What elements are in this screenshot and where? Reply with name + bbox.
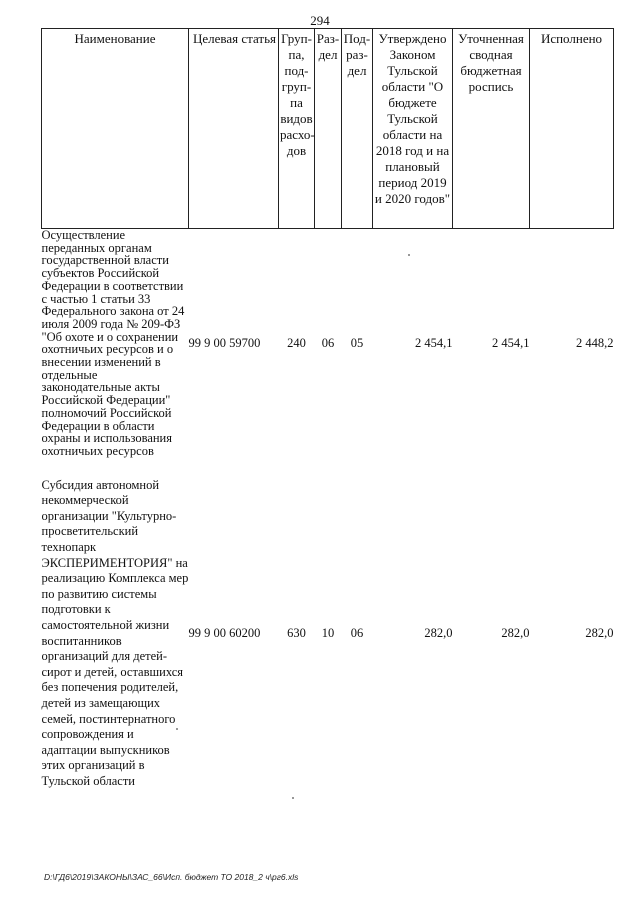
budget-table <box>41 28 614 790</box>
header-subsection: Под-раз-дел <box>342 29 373 229</box>
row-subsection: 05 <box>350 335 364 350</box>
header-approved: Утверждено Законом Тульской области "О бюджете Тульской области на 2018 год и на плановый период 2019 и 2020 годов" <box>373 29 453 229</box>
row-section: 10 <box>321 626 335 641</box>
scan-speck <box>292 797 294 799</box>
row-refined: 2 454,1 <box>492 335 530 350</box>
row-approved: 282,0 <box>424 626 453 641</box>
header-executed: Исполнено <box>530 29 614 229</box>
row-refined: 282,0 <box>501 626 530 641</box>
row-approved: 2 454,1 <box>415 335 453 350</box>
row-target-article: 99 9 00 59700 <box>188 335 261 350</box>
table-header-row <box>42 29 614 229</box>
row-name: Осуществление переданных органам государственной власти субъектов Российской Федерации в соответствии с частью 1 статьи 33 Федерального закона от 24 июля 2009 года № 209-ФЗ "Об охоте и о сохранении охотничьих ресурсов и о внесении изменений в отдельные законодательные акты Российской Федерации" полномочий Российской Федерации в области охраны и использования охотничьих ресурсов <box>41 228 185 458</box>
footer-file-path: D:\ГД6\2019\ЗАКОНЫ\ЗАС_66\Исп. бюджет ТО 2018_2 ч\рг6.xls <box>44 872 299 882</box>
row-expense-group: 630 <box>287 626 306 641</box>
header-name: Наименование <box>42 29 189 229</box>
row-target-article: 99 9 00 60200 <box>188 626 261 641</box>
row-subsection: 06 <box>350 626 364 641</box>
table-row <box>42 229 614 458</box>
header-refined: Уточненная сводная бюджетная роспись <box>453 29 530 229</box>
row-expense-group: 240 <box>287 335 306 350</box>
row-executed: 2 448,2 <box>576 335 614 350</box>
table-row <box>42 478 614 790</box>
header-target-article: Целевая статья <box>189 29 279 229</box>
header-section: Раз-дел <box>315 29 342 229</box>
row-executed: 282,0 <box>585 626 614 641</box>
row-name: Субсидия автономной некоммерческой организации "Культурно-просветительский технопарк ЭКСПЕРИМЕНТОРИЯ" на реализацию Комплекса мер по развитию системы подготовки к самостоятельной жизни воспитанников организаций для детей-сирот и детей, оставшихся без попечения родителей, детей из замещающих семей, постинтернатного сопровождения и адаптации выпускников этих организаций в Тульской области <box>41 477 189 788</box>
scan-speck <box>408 254 410 256</box>
header-expense-group: Груп-па, под-груп-па видов расхо-дов <box>279 29 315 229</box>
row-section: 06 <box>321 335 335 350</box>
scan-speck <box>176 728 178 730</box>
page-number: 294 <box>310 13 330 28</box>
